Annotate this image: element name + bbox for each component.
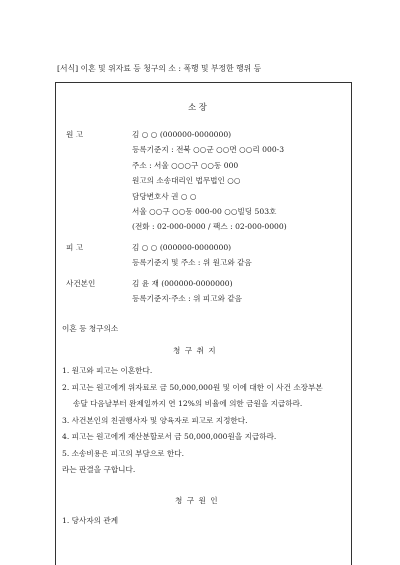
defendant-name: 김 ○ ○ (000000-0000000) bbox=[132, 243, 232, 252]
document-title: 소 장 bbox=[188, 102, 207, 112]
plaintiff-address: 주소 : 서울 ○○○구 ○○동 000 bbox=[132, 161, 239, 170]
case-name: 이혼 등 청구의소 bbox=[62, 324, 119, 333]
plaintiff-counsel-attorney: 담당변호사 권 ○ ○ bbox=[132, 192, 197, 201]
plaintiff-counsel-contact: (전화 : 02-000-0000 / 팩스 : 02-000-0000) bbox=[132, 222, 287, 231]
claim-line: 5. 소송비용은 피고의 부담으로 한다. bbox=[62, 449, 185, 458]
claim-line: 라는 판결을 구합니다. bbox=[62, 465, 136, 474]
claim-line: 송달 다음날부터 완제일까지 연 12%의 비율에 의한 금원을 지급하라. bbox=[73, 399, 303, 408]
claim-line: 4. 피고는 원고에게 재산분할로서 금 50,000,000원을 지급하라. bbox=[62, 432, 277, 441]
cause-line: 1. 당사자의 관계 bbox=[62, 516, 119, 525]
causes-heading: 청 구 원 인 bbox=[175, 496, 219, 505]
claim-line: 2. 피고는 원고에게 위자료로 금 50,000,000원 및 이에 대한 이 사건 소장부본 bbox=[62, 383, 323, 392]
plaintiff-domicile: 등록기준지 : 전북 ○○군 ○○면 ○○리 000-3 bbox=[132, 145, 285, 154]
principal-name: 김 윤 재 (000000-0000000) bbox=[132, 279, 233, 288]
principal-domicile-address: 등록기준지·주소 : 위 피고와 같음 bbox=[132, 294, 242, 303]
plaintiff-counsel: 원고의 소송대리인 법무법인 ○○ bbox=[132, 176, 241, 185]
plaintiff-name: 김 ○ ○ (000000-0000000) bbox=[132, 130, 232, 139]
plaintiff-role: 원 고 bbox=[66, 130, 84, 139]
defendant-role: 피 고 bbox=[66, 243, 84, 252]
claim-line: 1. 원고와 피고는 이혼한다. bbox=[62, 366, 153, 375]
claims-heading: 청 구 취 지 bbox=[173, 346, 217, 355]
claim-line: 3. 사건본인의 친권행사자 및 양육자로 피고로 지정한다. bbox=[62, 416, 248, 425]
defendant-domicile-address: 등록기준지 및 주소 : 위 원고와 같음 bbox=[132, 258, 252, 267]
principal-role: 사건본인 bbox=[66, 279, 96, 288]
page-header: [서식] 이혼 및 위자료 등 청구의 소 : 폭행 및 부정한 행위 등 bbox=[57, 64, 262, 73]
plaintiff-counsel-address: 서울 ○○구 ○○동 000-00 ○○빌딩 503호 bbox=[132, 207, 277, 216]
